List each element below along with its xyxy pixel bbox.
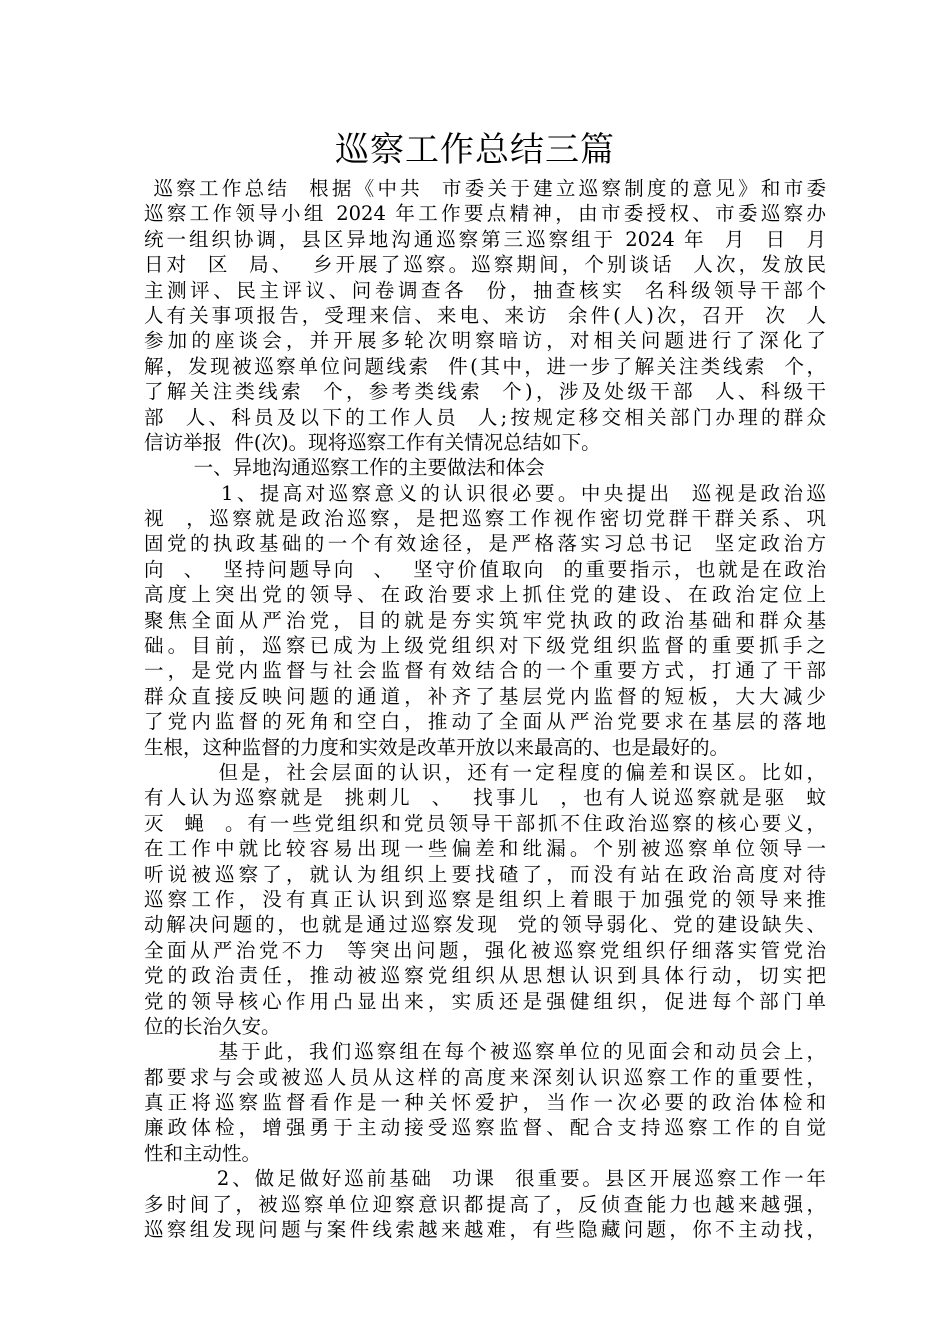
- text-line: 高度上突出党的领导、在政治要求上抓住党的建设、在政治定位上: [144, 583, 826, 607]
- text-line: 日对 区 局、 乡开展了巡察。巡察期间，个别谈话 人次，发放民: [144, 253, 826, 277]
- text-line: 参加的座谈会，并开展多轮次明察暗访，对相关问题进行了深化了: [144, 329, 826, 353]
- text-line: 巡察工作总结 根据《中共 市委关于建立巡察制度的意见》和市委: [144, 177, 826, 200]
- text-line: 全面从严治党不力 等突出问题，强化被巡察党组织仔细落实管党治: [144, 938, 826, 962]
- text-line: 党的领导核心作用凸显出来，实质还是强健组织，促进每个部门单: [144, 989, 826, 1013]
- text-line: 视 ，巡察就是政治巡察，是把巡察工作视作密切党群干群关系、巩: [144, 507, 826, 531]
- text-line: 一、异地沟通巡察工作的主要做法和体会: [144, 456, 545, 480]
- text-line: 灭 蝇 。有一些党组织和党员领导干部抓不住政治巡察的核心要义，: [144, 811, 826, 835]
- text-line: 统一组织协调，县区异地沟通巡察第三巡察组于 2024 年 月 日 月: [144, 227, 826, 251]
- text-line: 位的长治久安。: [144, 1014, 281, 1038]
- text-line: 有人认为巡察就是 挑刺儿 、 找事儿 ，也有人说巡察就是驱 蚊: [144, 786, 826, 810]
- text-line: 群众直接反映问题的通道，补齐了基层党内监督的短板，大大减少: [144, 684, 826, 708]
- text-line: 基于此，我们巡察组在每个被巡察单位的见面会和动员会上，: [144, 1040, 826, 1064]
- text-line: 2、做足做好巡前基础 功课 很重要。县区开展巡察工作一年: [144, 1167, 826, 1191]
- text-line: 聚焦全面从严治党，目的就是夯实筑牢党执政的政治基础和群众基: [144, 608, 826, 632]
- text-line: 多时间了，被巡察单位迎察意识都提高了，反侦查能力也越来越强，: [144, 1192, 826, 1216]
- text-line: 1、提高对巡察意义的认识很必要。中央提出 巡视是政治巡: [144, 481, 826, 505]
- text-line: 信访举报 件(次)。现将巡察工作有关情况总结如下。: [144, 430, 601, 454]
- text-line: 一，是党内监督与社会监督有效结合的一个重要方式，打通了干部: [144, 659, 826, 683]
- text-line: 但是，社会层面的认识，还有一定程度的偏差和误区。比如，: [144, 760, 826, 784]
- text-line: 部 人、科员及以下的工作人员 人;按规定移交相关部门办理的群众: [144, 405, 826, 429]
- text-line: 解，发现被巡察单位问题线索 件(其中，进一步了解关注类线索 个，: [144, 354, 826, 378]
- text-line: 动解决问题的，也就是通过巡察发现 党的领导弱化、党的建设缺失、: [144, 913, 826, 937]
- text-line: 生根，这种监督的力度和实效是改革开放以来最高的、也是最好的。: [144, 735, 730, 759]
- text-line: 了解关注类线索 个，参考类线索 个)，涉及处级干部 人、科级干: [144, 380, 826, 404]
- text-line: 听说被巡察了，就认为组织上要找碴了，而没有站在政治高度对待: [144, 862, 826, 886]
- text-line: 了党内监督的死角和空白，推动了全面从严治党要求在基层的落地: [144, 710, 826, 734]
- text-line: 在工作中就比较容易出现一些偏差和纰漏。个别被巡察单位领导一: [144, 837, 826, 861]
- text-line: 础。目前，巡察已成为上级党组织对下级党组织监督的重要抓手之: [144, 634, 826, 658]
- text-line: 党的政治责任，推动被巡察党组织从思想认识到具体行动，切实把: [144, 964, 826, 988]
- text-line: 都要求与会或被巡人员从这样的高度来深刻认识巡察工作的重要性，: [144, 1065, 826, 1089]
- text-line: 性和主动性。: [144, 1141, 262, 1165]
- text-line: 主测评、民主评议、问卷调查各 份，抽查核实 名科级领导干部个: [144, 278, 826, 302]
- text-line: 人有关事项报告，受理来信、来电、来访 余件(人)次，召开 次 人: [144, 303, 826, 327]
- text-line: 向 、 坚持问题导向 、 坚守价值取向 的重要指示，也就是在政治: [144, 557, 826, 581]
- text-line: 固党的执政基础的一个有效途径，是严格落实习总书记 坚定政治方: [144, 532, 826, 556]
- text-line: 巡察工作领导小组 2024 年工作要点精神，由市委授权、市委巡察办: [144, 202, 826, 226]
- text-line: 廉政体检，增强勇于主动接受巡察监督、配合支持巡察工作的自觉: [144, 1116, 826, 1140]
- text-line: 巡察组发现问题与案件线索越来越难，有些隐藏问题，你不主动找，: [144, 1218, 826, 1242]
- document-title: 巡察工作总结三篇: [335, 130, 615, 170]
- document-body: [144, 176, 826, 1242]
- text-line: 真正将巡察监督看作是一种关怀爱护，当作一次必要的政治体检和: [144, 1091, 826, 1115]
- text-line: 巡察工作，没有真正认识到巡察是组织上着眼于加强党的领导来推: [144, 887, 826, 911]
